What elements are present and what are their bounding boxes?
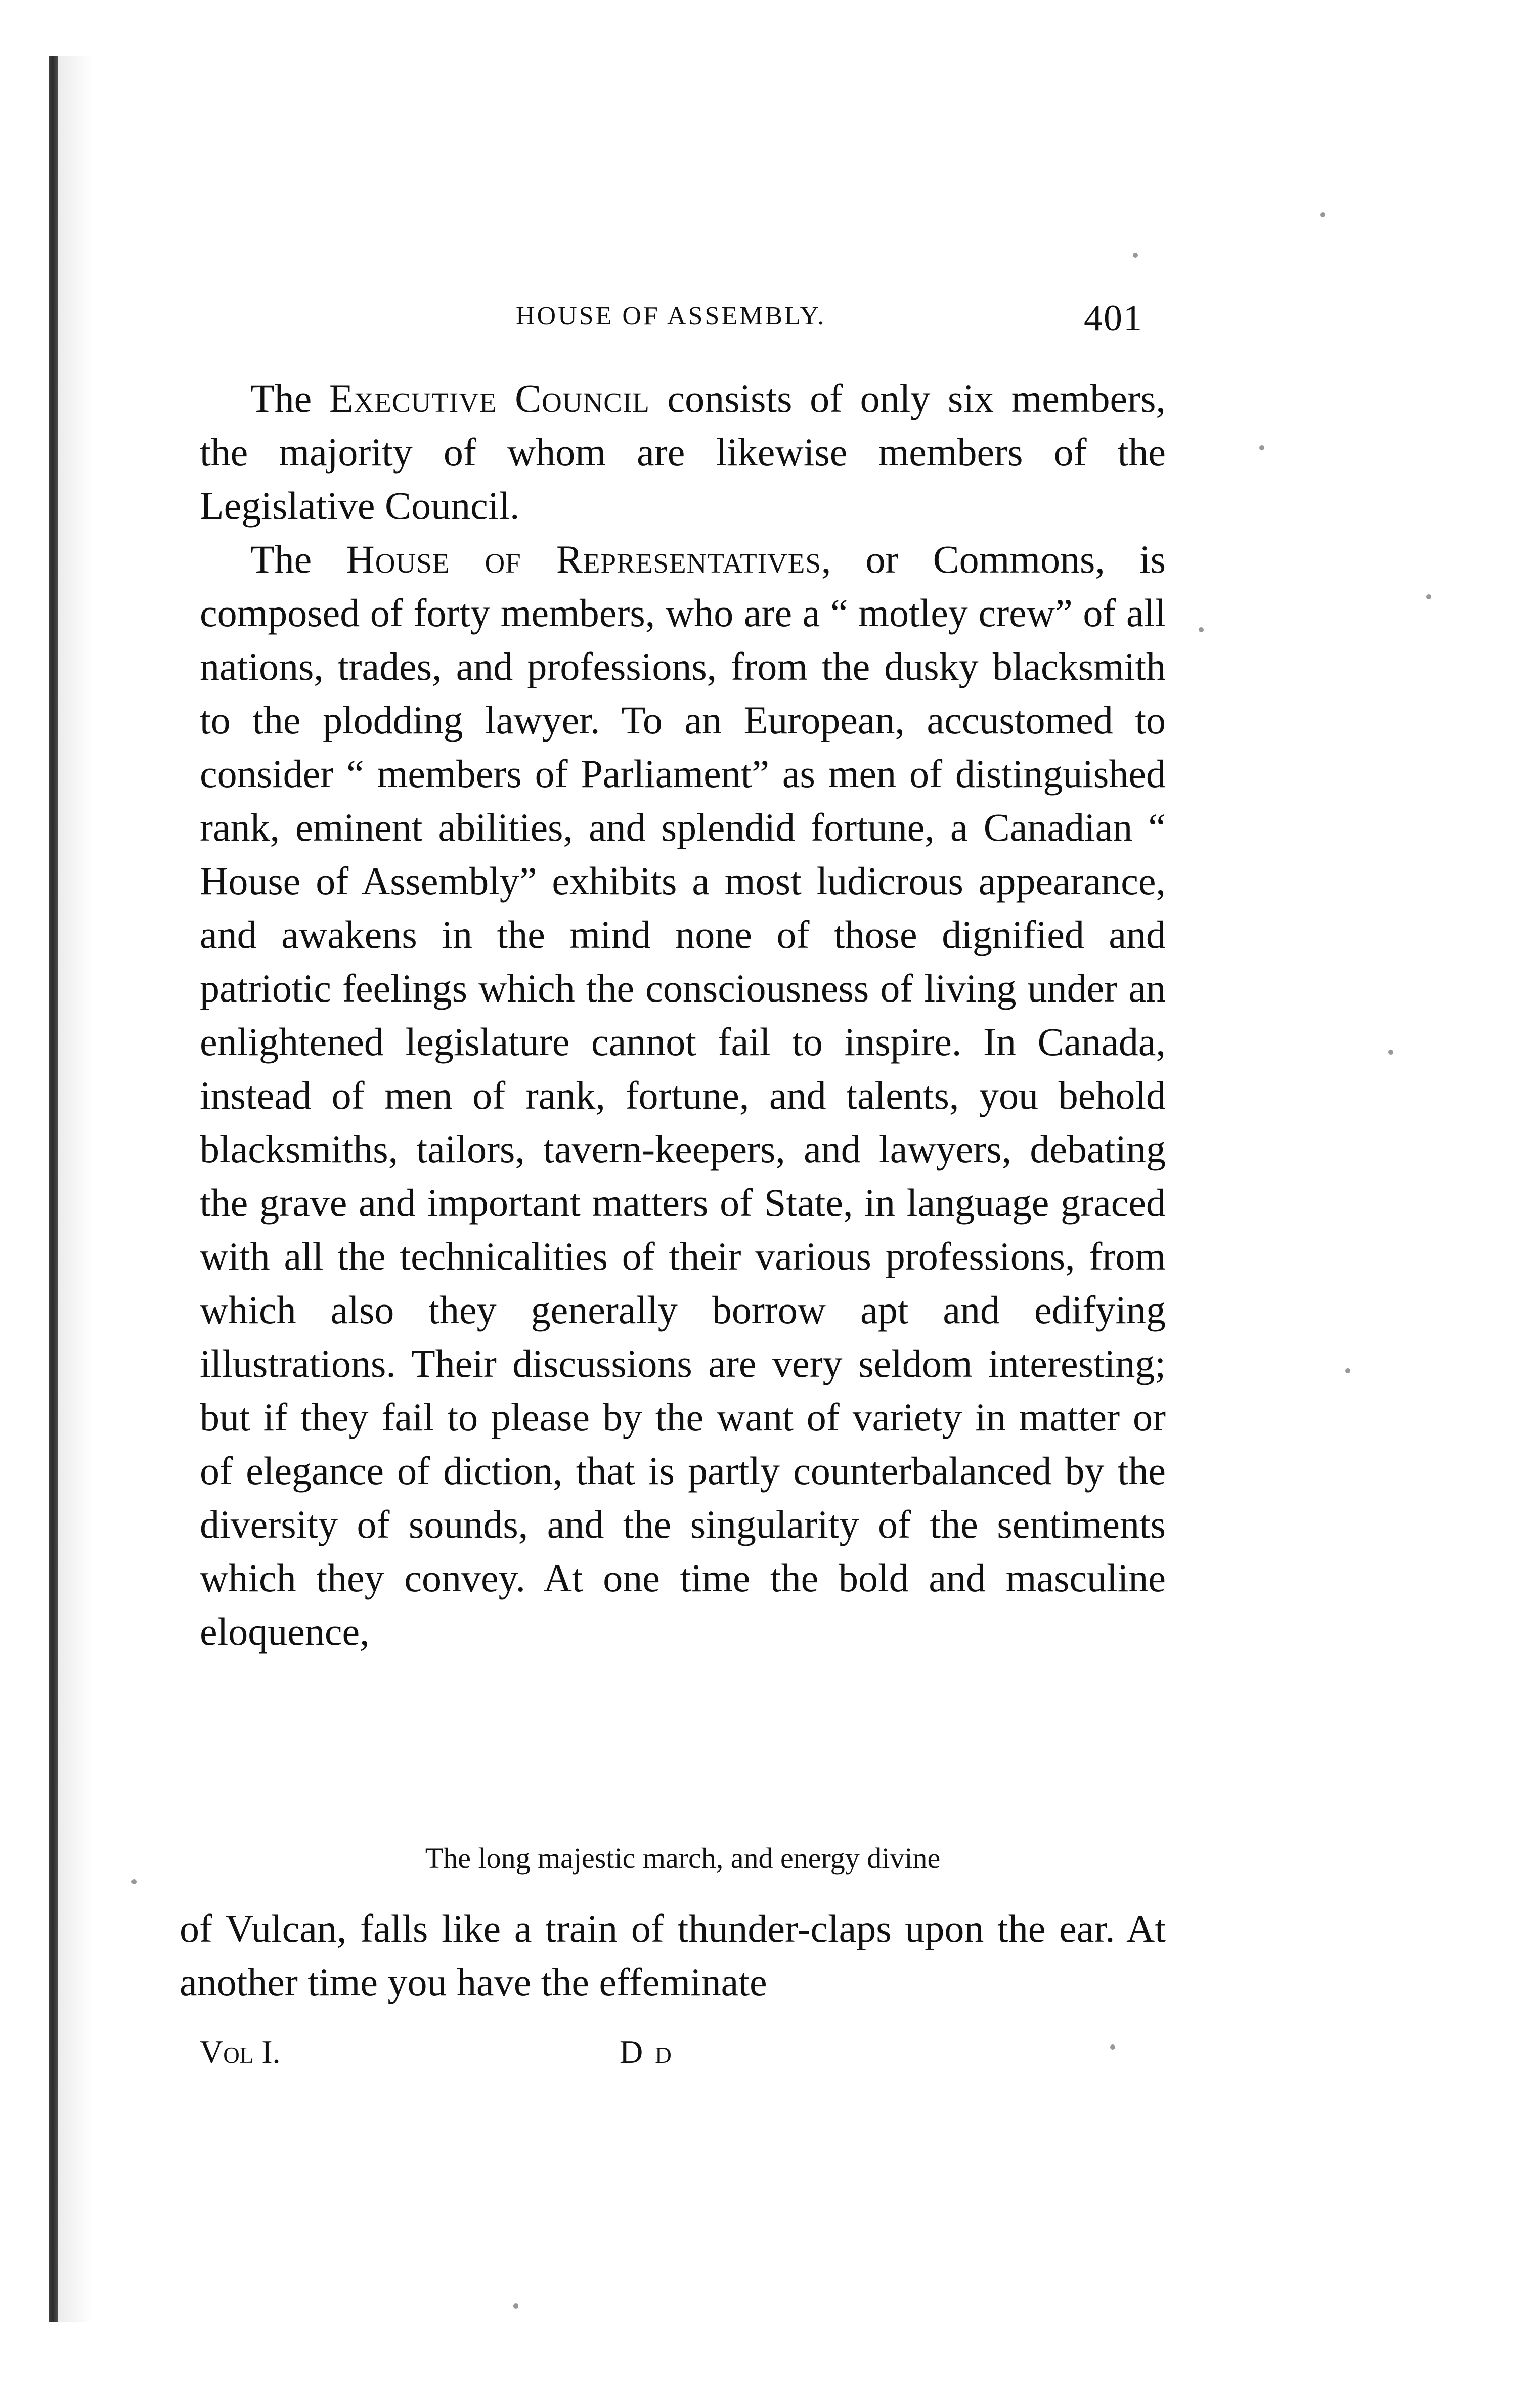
paper-speck [1320, 212, 1325, 217]
volume-mark: Vol I. [200, 2034, 281, 2070]
paper-speck [513, 2303, 518, 2309]
paper-speck [1259, 445, 1264, 450]
house-smallcaps: House [346, 537, 450, 581]
paragraph-vulcan: of Vulcan, falls like a train of thunder-claps upon the ear. At another time you have the effeminate [180, 1906, 1166, 2004]
main-text [200, 372, 1166, 1659]
paragraph-house-of-representatives [200, 533, 1166, 1659]
signature-mark: D d [620, 2034, 674, 2070]
page-number: 401 [1084, 297, 1143, 339]
paper-speck [1426, 594, 1431, 599]
paragraph-2-text: , or Commons, is composed of forty members, who are a “ motley crew” of all nations, trades, and professions, from the dusky blacksmith to the plodding lawyer. To an European, accustomed to consider “ members of Parliament” as men of distinguished rank, eminent abilities, and splendid fortune, a Canadian “ House of Assembly” exhibits a most ludicrous appearance, and awakens in the mind none of those dignified and patriotic feelings which the consciousness of living under an enlightened legislature cannot fail to inspire. In Canada, instead of men of rank, fortune, and talents, you behold blacksmiths, tailors, tavern-keepers, and lawyers, debating the grave and important matters of State, in language graced with all the technicalities of their various professions, from which also they generally borrow apt and edifying illustrations. Their discussions are very seldom interesting; but if they fail to please by the want of variety in matter or of elegance of diction, that is partly counterbalanced by the diversity of sounds, and the singularity of the sentiments which they convey. At one time the bold and masculine eloquence, [200, 537, 1166, 1654]
paper-speck [1110, 2044, 1115, 2050]
paper-speck [1133, 253, 1138, 258]
executive-council-smallcaps: Executive Council [329, 376, 650, 420]
paper-speck [131, 1879, 137, 1884]
page-footer [200, 2033, 1166, 2084]
paper-speck [1345, 1368, 1350, 1373]
of-smallcaps: of [450, 537, 556, 581]
paragraph-2-prefix: The [250, 537, 346, 581]
gutter-shadow [58, 56, 93, 2322]
representatives-smallcaps: Representatives [556, 537, 821, 581]
paragraph-executive-council [200, 372, 1166, 533]
continuation-text [180, 1902, 1166, 2009]
running-head [334, 297, 1143, 357]
quotation-line: The long majestic march, and energy divine [425, 1842, 941, 1875]
book-binding-edge [49, 56, 58, 2322]
running-title: HOUSE OF ASSEMBLY. [516, 301, 826, 330]
paragraph-1-text: consists of only six members, the majority of whom are likewise members of the Legislative Council. [200, 376, 1166, 528]
paper-speck [1199, 627, 1204, 632]
paper-speck [1388, 1050, 1393, 1055]
paragraph-1-prefix: The [250, 376, 329, 420]
